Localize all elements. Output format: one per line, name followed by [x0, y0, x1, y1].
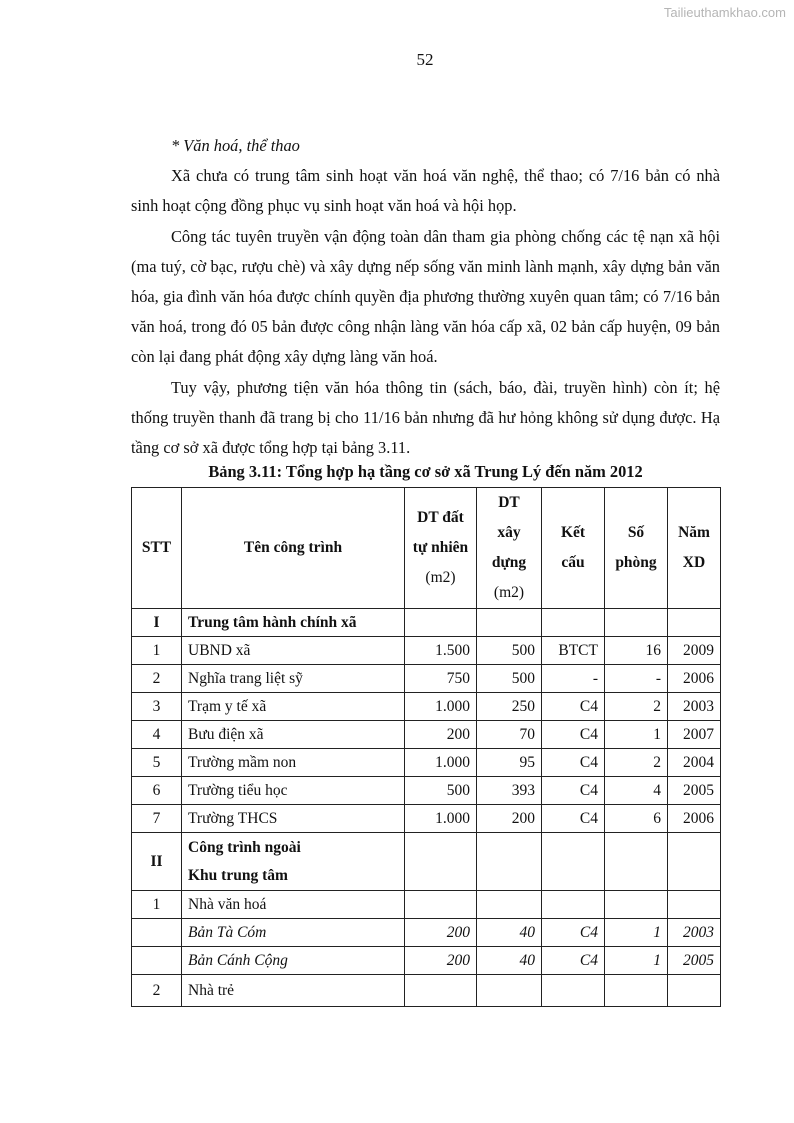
- cell: 1: [605, 947, 668, 975]
- cell: 2004: [668, 749, 721, 777]
- header-build-area: DT xây dựng (m2): [477, 488, 542, 609]
- cell: [605, 609, 668, 637]
- cell: 2: [132, 975, 182, 1007]
- cell: Trung tâm hành chính xã: [182, 609, 405, 637]
- cell: Bản Tà Cóm: [182, 919, 405, 947]
- paragraph: Công tác tuyên truyền vận động toàn dân tham gia phòng chống các tệ nạn xã hội (ma tuý, cờ bạc, rượu chè) và xây dựng nếp sống văn minh lành mạnh, xây dựng bản văn hóa, gia đình văn hóa được chính quyền địa phương thường xuyên quan tâm; có 7/16 bản văn hoá, trong đó 05 bản được công nhận làng văn hóa cấp xã, 02 bản cấp huyện, 09 bản còn lại đang phát động xây dựng làng văn hoá.: [131, 226, 720, 367]
- cell: 1.500: [405, 637, 477, 665]
- cell: 500: [405, 777, 477, 805]
- cell: C4: [542, 947, 605, 975]
- cell: 2: [132, 665, 182, 693]
- cell: [668, 975, 721, 1007]
- cell: Nghĩa trang liệt sỹ: [182, 665, 405, 693]
- cell: 2003: [668, 693, 721, 721]
- cell: 750: [405, 665, 477, 693]
- cell: C4: [542, 777, 605, 805]
- infrastructure-table: [131, 487, 721, 1007]
- header-rooms: Số phòng: [605, 488, 668, 609]
- cell: [605, 891, 668, 919]
- cell: [405, 833, 477, 891]
- cell: UBND xã: [182, 637, 405, 665]
- cell: 1: [605, 721, 668, 749]
- cell: C4: [542, 693, 605, 721]
- cell: 393: [477, 777, 542, 805]
- header-structure: Kết cấu: [542, 488, 605, 609]
- cell: Trạm y tế xã: [182, 693, 405, 721]
- cell: Bưu điện xã: [182, 721, 405, 749]
- cell: [542, 891, 605, 919]
- header-year: Năm XD: [668, 488, 721, 609]
- cell: 1.000: [405, 749, 477, 777]
- cell: 500: [477, 665, 542, 693]
- cell: 2007: [668, 721, 721, 749]
- cell: [477, 833, 542, 891]
- cell: 2005: [668, 777, 721, 805]
- cell: [477, 891, 542, 919]
- cell: 200: [405, 947, 477, 975]
- cell: 1: [132, 637, 182, 665]
- section-row: [132, 609, 721, 637]
- cell: 500: [477, 637, 542, 665]
- header-name: Tên công trình: [182, 488, 405, 609]
- cell: II: [132, 833, 182, 891]
- cell: [405, 609, 477, 637]
- cell: C4: [542, 805, 605, 833]
- table-row: [132, 805, 721, 833]
- cell: I: [132, 609, 182, 637]
- cell: 3: [132, 693, 182, 721]
- cell: 2: [605, 749, 668, 777]
- cell: 70: [477, 721, 542, 749]
- cell: 95: [477, 749, 542, 777]
- cell: Công trình ngoài Khu trung tâm: [182, 833, 405, 891]
- cell: Trường tiểu học: [182, 777, 405, 805]
- cell: 2005: [668, 947, 721, 975]
- cell: 200: [477, 805, 542, 833]
- cell: 200: [405, 721, 477, 749]
- paragraph: Tuy vậy, phương tiện văn hóa thông tin (sách, báo, đài, truyền hình) còn ít; hệ thống truyền thanh đã trang bị cho 11/16 bản nhưng đã hư hỏng không sử dụng được. Hạ tầng cơ sở xã được tổng hợp tại bảng 3.11.: [131, 377, 720, 458]
- cell: [477, 609, 542, 637]
- cell: 2006: [668, 805, 721, 833]
- cell: 40: [477, 947, 542, 975]
- cell: [132, 919, 182, 947]
- cell: [605, 975, 668, 1007]
- cell: [405, 891, 477, 919]
- cell: 250: [477, 693, 542, 721]
- table-row: [132, 665, 721, 693]
- cell: BTCT: [542, 637, 605, 665]
- section-heading: * Văn hoá, thể thao: [171, 136, 300, 155]
- cell: [405, 975, 477, 1007]
- cell: [605, 833, 668, 891]
- cell: 2: [605, 693, 668, 721]
- table-row: [132, 721, 721, 749]
- cell: 200: [405, 919, 477, 947]
- page-number: 52: [416, 50, 434, 69]
- cell: Nhà trẻ: [182, 975, 405, 1007]
- cell: C4: [542, 721, 605, 749]
- cell: Trường mầm non: [182, 749, 405, 777]
- cell: 16: [605, 637, 668, 665]
- cell: [132, 947, 182, 975]
- cell: [542, 975, 605, 1007]
- table-row: [132, 919, 721, 947]
- cell: Trường THCS: [182, 805, 405, 833]
- table-row: [132, 891, 721, 919]
- cell: 1: [605, 919, 668, 947]
- cell: [668, 891, 721, 919]
- cell: [542, 609, 605, 637]
- body-text: [131, 131, 720, 463]
- table-row: [132, 637, 721, 665]
- cell: Bản Cánh Cộng: [182, 947, 405, 975]
- cell: 5: [132, 749, 182, 777]
- cell: 2009: [668, 637, 721, 665]
- header-stt: STT: [132, 488, 182, 609]
- header-row: [132, 488, 721, 609]
- table-row: [132, 693, 721, 721]
- cell: C4: [542, 919, 605, 947]
- cell: -: [542, 665, 605, 693]
- cell: 4: [132, 721, 182, 749]
- cell: 2003: [668, 919, 721, 947]
- cell: 1.000: [405, 805, 477, 833]
- table-caption: Bảng 3.11: Tổng hợp hạ tầng cơ sở xã Trung Lý đến năm 2012: [208, 462, 643, 481]
- cell: 6: [132, 777, 182, 805]
- section-row: [132, 833, 721, 891]
- cell: -: [605, 665, 668, 693]
- cell: C4: [542, 749, 605, 777]
- cell: 2006: [668, 665, 721, 693]
- table-row: [132, 749, 721, 777]
- cell: 40: [477, 919, 542, 947]
- cell: 1.000: [405, 693, 477, 721]
- cell: [542, 833, 605, 891]
- cell: 4: [605, 777, 668, 805]
- table-row: [132, 777, 721, 805]
- table-row: [132, 947, 721, 975]
- cell: 6: [605, 805, 668, 833]
- cell: 7: [132, 805, 182, 833]
- cell: Nhà văn hoá: [182, 891, 405, 919]
- cell: [668, 609, 721, 637]
- header-land-area: DT đất tự nhiên (m2): [405, 488, 477, 609]
- cell: 1: [132, 891, 182, 919]
- table-row: [132, 975, 721, 1007]
- paragraph: Xã chưa có trung tâm sinh hoạt văn hoá văn nghệ, thể thao; có 7/16 bản có nhà sinh hoạt cộng đồng phục vụ sinh hoạt văn hoá và hội họp.: [131, 166, 720, 216]
- watermark: Tailieuthamkhao.com: [663, 5, 786, 20]
- cell: [668, 833, 721, 891]
- cell: [477, 975, 542, 1007]
